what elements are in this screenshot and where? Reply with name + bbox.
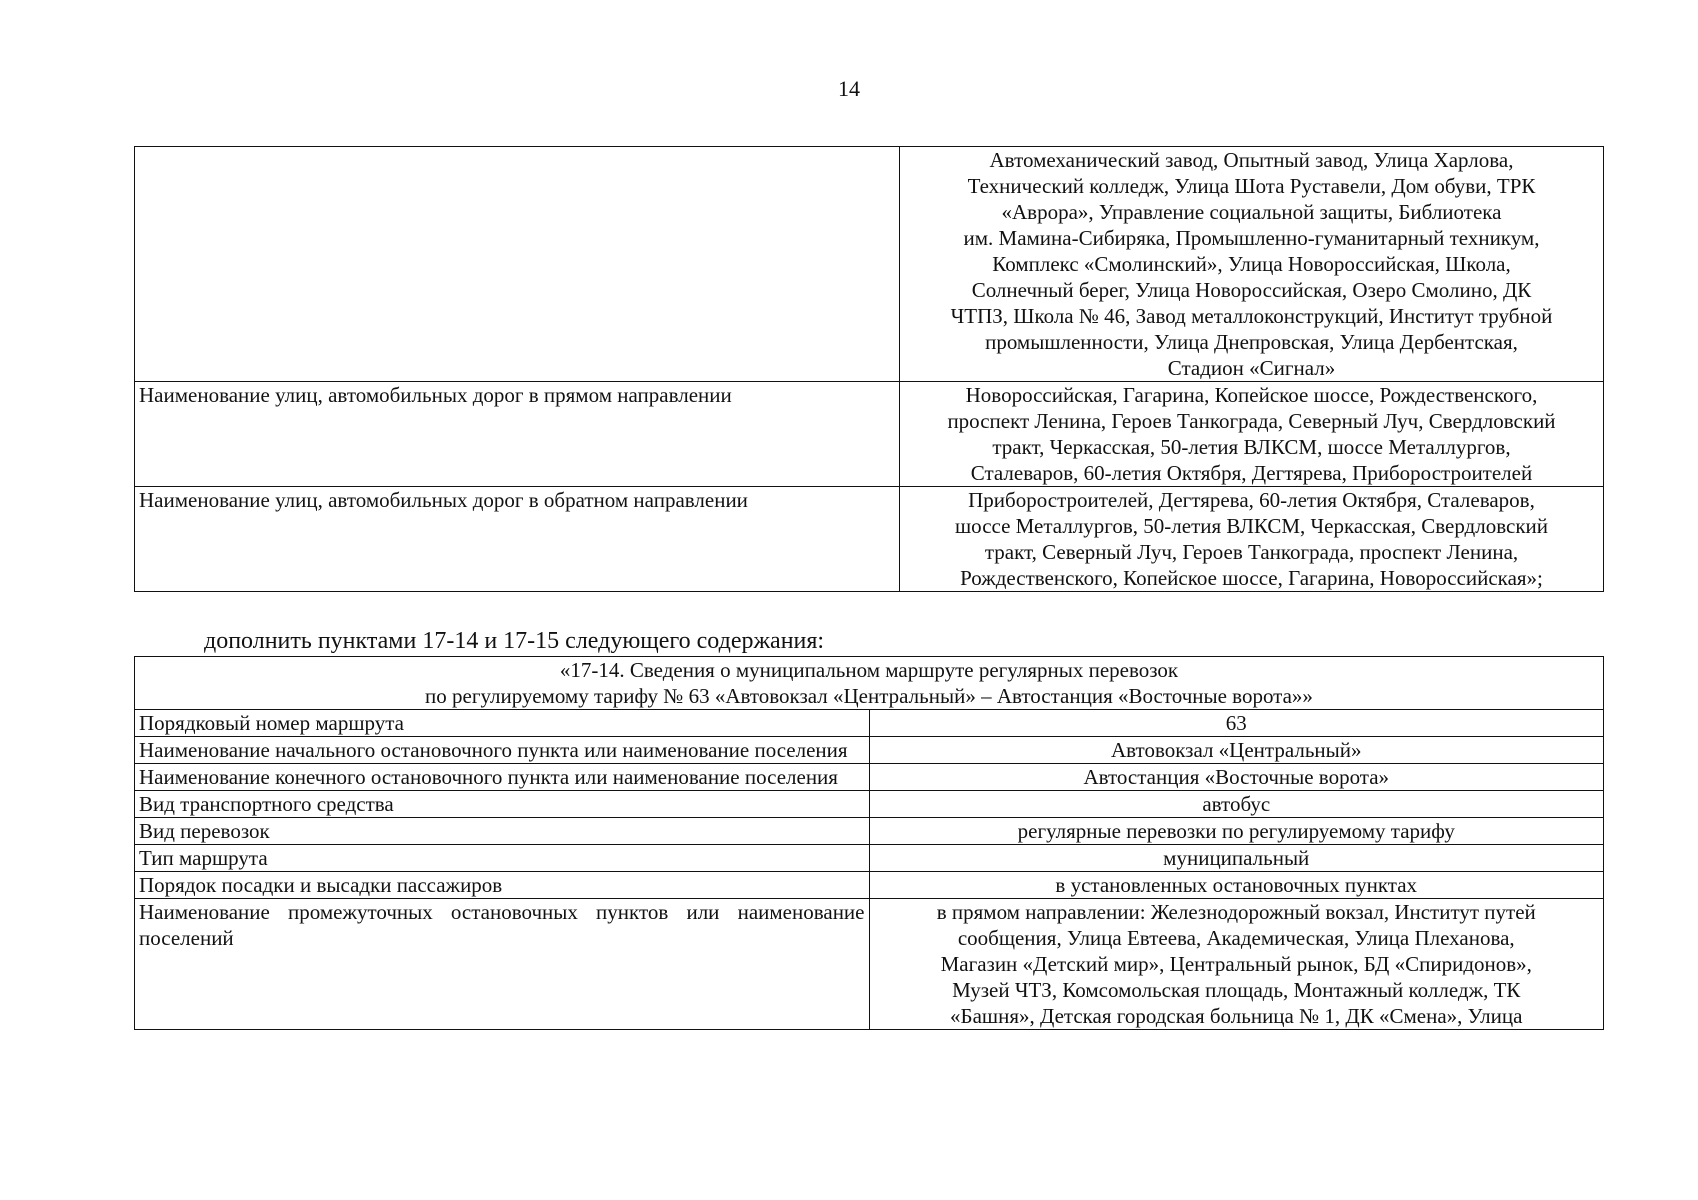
- text-line: муниципальный: [1163, 846, 1310, 870]
- intermediate-stops-cell: [869, 899, 1604, 1030]
- row-label-cell: [135, 147, 900, 382]
- text-line: тракт, Черкасская, 50-летия ВЛКСМ, шоссе Металлургов,: [992, 435, 1511, 459]
- supplement-text: дополнить пунктами 17-14 и 17-15 следующего содержания:: [204, 628, 825, 654]
- text-line: Приборостроителей, Дегтярева, 60-летия Октября, Сталеваров,: [968, 488, 1535, 512]
- table-row: [135, 818, 1604, 845]
- text-line: Магазин «Детский мир», Центральный рынок, БД «Спиридонов»,: [940, 952, 1532, 976]
- row-value-cell: [869, 818, 1604, 845]
- row-label-cell: Наименование промежуточных остановочных пунктов или наименование поселений: [135, 899, 870, 1030]
- row-value-cell: [869, 845, 1604, 872]
- row-label-cell: Вид транспортного средства: [135, 791, 870, 818]
- row-label-cell: Порядковый номер маршрута: [135, 710, 870, 737]
- table-row: [135, 487, 1604, 592]
- text-line: Автомеханический завод, Опытный завод, Улица Харлова,: [989, 148, 1514, 172]
- table-heading-row: [135, 657, 1604, 710]
- table-row: [135, 737, 1604, 764]
- streets-reverse-cell: [900, 487, 1604, 592]
- row-value-cell: [869, 872, 1604, 899]
- stops-continuation-cell: [900, 147, 1604, 382]
- text-line: Рождественского, Копейское шоссе, Гагарина, Новороссийская»;: [960, 566, 1543, 590]
- table-row: [135, 382, 1604, 487]
- route-streets-table: [134, 146, 1604, 592]
- row-value-cell: [869, 791, 1604, 818]
- text-line: «Башня», Детская городская больница № 1, ДК «Смена», Улица: [950, 1004, 1523, 1028]
- text-line: им. Мамина-Сибиряка, Промышленно-гуманитарный техникум,: [963, 226, 1540, 250]
- text-line: сообщения, Улица Евтеева, Академическая, Улица Плеханова,: [957, 926, 1515, 950]
- text-line: Автовокзал «Центральный»: [1111, 738, 1362, 762]
- row-label-cell: Наименование улиц, автомобильных дорог в обратном направлении: [135, 487, 900, 592]
- text-line: тракт, Северный Луч, Героев Танкограда, проспект Ленина,: [984, 540, 1519, 564]
- table-row: [135, 872, 1604, 899]
- row-label-cell: Порядок посадки и высадки пассажиров: [135, 872, 870, 899]
- streets-forward-cell: [900, 382, 1604, 487]
- text-line: Комплекс «Смолинский», Улица Новороссийская, Школа,: [992, 252, 1511, 276]
- text-line: Технический колледж, Улица Шота Руставели, Дом обуви, ТРК: [967, 174, 1536, 198]
- text-line: Стадион «Сигнал»: [1167, 356, 1336, 380]
- page-number: 14: [838, 76, 860, 101]
- text-line: «Аврора», Управление социальной защиты, Библиотека: [1001, 200, 1502, 224]
- table-heading: [135, 657, 1604, 710]
- text-line: Автостанция «Восточные ворота»: [1083, 765, 1390, 789]
- text-line: Сталеваров, 60-летия Октября, Дегтярева, Приборостроителей: [970, 461, 1533, 485]
- text-line: проспект Ленина, Героев Танкограда, Северный Луч, Свердловский: [947, 409, 1556, 433]
- row-label-cell: Наименование конечного остановочного пункта или наименование поселения: [135, 764, 870, 791]
- heading-line: по регулируемому тарифу № 63 «Автовокзал «Центральный» – Автостанция «Восточные ворота»»: [425, 684, 1313, 708]
- route-63-table: [134, 656, 1604, 1030]
- text-line: регулярные перевозки по регулируемому тарифу: [1017, 819, 1455, 843]
- table-row: [135, 764, 1604, 791]
- text-line: в установленных остановочных пунктах: [1055, 873, 1418, 897]
- table-row: [135, 845, 1604, 872]
- table-row: [135, 710, 1604, 737]
- text-line: автобус: [1202, 792, 1271, 816]
- row-label-cell: Вид перевозок: [135, 818, 870, 845]
- table-row: [135, 791, 1604, 818]
- text-line: ЧТПЗ, Школа № 46, Завод металлоконструкций, Институт трубной: [950, 304, 1553, 328]
- text-line: шоссе Металлургов, 50-летия ВЛКСМ, Черкасская, Свердловский: [955, 514, 1548, 538]
- text-line: 63: [1225, 711, 1247, 735]
- text-line: Солнечный берег, Улица Новороссийская, Озеро Смолино, ДК: [971, 278, 1532, 302]
- row-label-cell: Тип маршрута: [135, 845, 870, 872]
- row-value-cell: [869, 737, 1604, 764]
- row-label-cell: Наименование улиц, автомобильных дорог в прямом направлении: [135, 382, 900, 487]
- text-line: промышленности, Улица Днепровская, Улица Дербентская,: [985, 330, 1518, 354]
- text-line: Музей ЧТЗ, Комсомольская площадь, Монтажный колледж, ТК: [952, 978, 1521, 1002]
- table-row: [135, 147, 1604, 382]
- text-line: в прямом направлении: Железнодорожный вокзал, Институт путей: [936, 900, 1536, 924]
- row-label-cell: Наименование начального остановочного пункта или наименование поселения: [135, 737, 870, 764]
- text-line: Новороссийская, Гагарина, Копейское шоссе, Рождественского,: [965, 383, 1538, 407]
- heading-line: «17-14. Сведения о муниципальном маршруте регулярных перевозок: [559, 658, 1179, 682]
- row-value-cell: [869, 764, 1604, 791]
- row-value-cell: [869, 710, 1604, 737]
- table-row: [135, 899, 1604, 1030]
